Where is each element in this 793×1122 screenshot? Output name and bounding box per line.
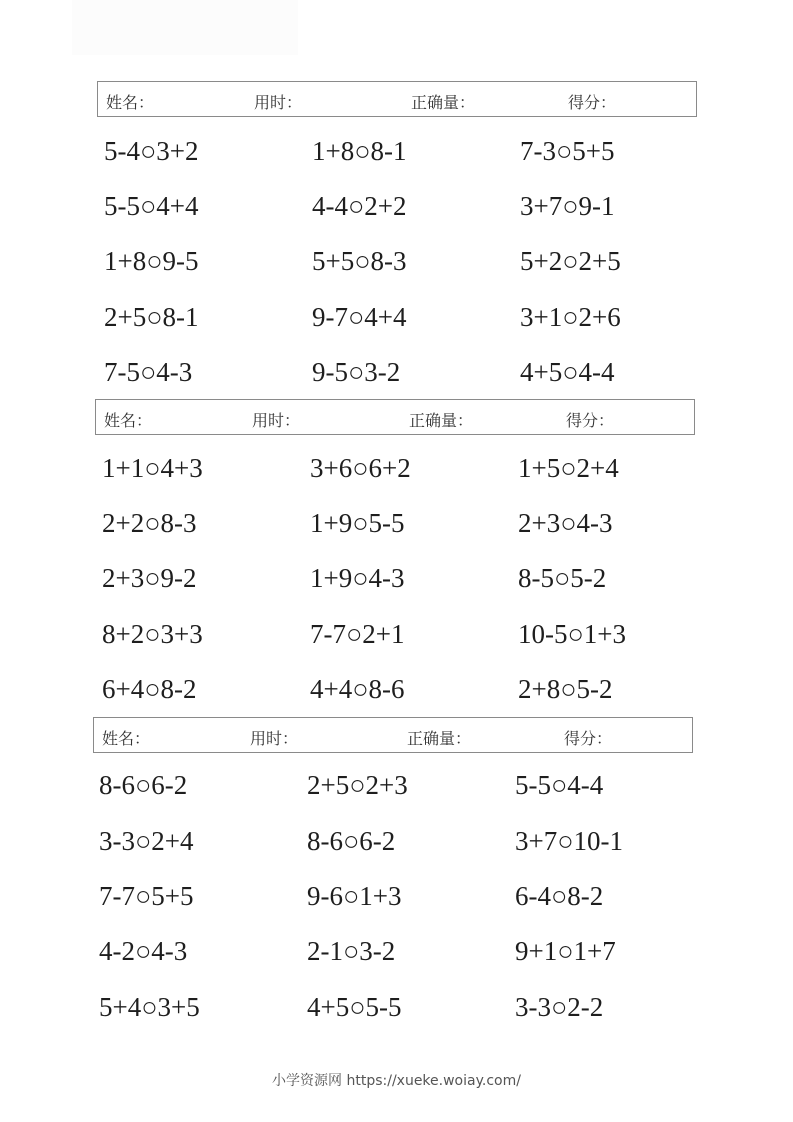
correct-count-label: 正确量： xyxy=(411,93,476,112)
comparison-problem: 1+9○4-3 xyxy=(310,563,405,593)
time-label: 用时： xyxy=(250,729,299,748)
comparison-problem: 1+5○2+4 xyxy=(518,453,619,483)
comparison-problem: 2+3○9-2 xyxy=(102,563,197,593)
comparison-problem: 9-6○1+3 xyxy=(307,881,402,911)
score-label: 得分： xyxy=(568,93,617,112)
comparison-problem: 8+2○3+3 xyxy=(102,619,203,649)
comparison-problem: 3+6○6+2 xyxy=(310,453,411,483)
comparison-problem: 5-4○3+2 xyxy=(104,136,199,166)
comparison-problem: 3+7○9-1 xyxy=(520,191,615,221)
comparison-problem: 9+1○1+7 xyxy=(515,936,616,966)
comparison-problem: 7-7○5+5 xyxy=(99,881,194,911)
comparison-problem: 3-3○2-2 xyxy=(515,992,604,1022)
student-info-header-1 xyxy=(97,81,697,117)
comparison-problem: 1+9○5-5 xyxy=(310,508,405,538)
comparison-problem: 8-6○6-2 xyxy=(307,826,396,856)
comparison-problem: 3+1○2+6 xyxy=(520,302,621,332)
comparison-problem: 1+8○8-1 xyxy=(312,136,407,166)
comparison-problem: 2+8○5-2 xyxy=(518,674,613,704)
comparison-problem: 2+2○8-3 xyxy=(102,508,197,538)
source-watermark: 小学资源网 https://xueke.woiay.com/ xyxy=(272,1073,521,1089)
comparison-problem: 3+7○10-1 xyxy=(515,826,624,856)
comparison-problem: 7-3○5+5 xyxy=(520,136,615,166)
comparison-problem: 5+4○3+5 xyxy=(99,992,200,1022)
comparison-problem: 9-5○3-2 xyxy=(312,357,401,387)
comparison-problem: 8-6○6-2 xyxy=(99,770,188,800)
correct-count-label: 正确量： xyxy=(407,729,472,748)
faint-background-block xyxy=(72,0,298,55)
time-label: 用时： xyxy=(252,411,301,430)
comparison-problem: 4-4○2+2 xyxy=(312,191,407,221)
comparison-problem: 5+5○8-3 xyxy=(312,246,407,276)
score-label: 得分： xyxy=(564,729,613,748)
comparison-problem: 3-3○2+4 xyxy=(99,826,194,856)
comparison-problem: 2+5○8-1 xyxy=(104,302,199,332)
comparison-problem: 7-5○4-3 xyxy=(104,357,193,387)
comparison-problem: 2-1○3-2 xyxy=(307,936,396,966)
comparison-problem: 4+5○5-5 xyxy=(307,992,402,1022)
time-label: 用时： xyxy=(254,93,303,112)
comparison-problem: 9-7○4+4 xyxy=(312,302,407,332)
comparison-problem: 5-5○4+4 xyxy=(104,191,199,221)
score-label: 得分： xyxy=(566,411,615,430)
correct-count-label: 正确量： xyxy=(409,411,474,430)
comparison-problem: 5-5○4-4 xyxy=(515,770,604,800)
comparison-problem: 10-5○1+3 xyxy=(518,619,627,649)
comparison-problem: 8-5○5-2 xyxy=(518,563,607,593)
comparison-problem: 1+1○4+3 xyxy=(102,453,203,483)
comparison-problem: 4+4○8-6 xyxy=(310,674,405,704)
student-info-header-3 xyxy=(93,717,693,753)
name-label: 姓名： xyxy=(106,93,155,112)
comparison-problem: 5+2○2+5 xyxy=(520,246,621,276)
comparison-problem: 2+3○4-3 xyxy=(518,508,613,538)
comparison-problem: 1+8○9-5 xyxy=(104,246,199,276)
comparison-problem: 7-7○2+1 xyxy=(310,619,405,649)
comparison-problem: 4-2○4-3 xyxy=(99,936,188,966)
comparison-problem: 6-4○8-2 xyxy=(515,881,604,911)
name-label: 姓名： xyxy=(104,411,153,430)
name-label: 姓名： xyxy=(102,729,151,748)
student-info-header-2 xyxy=(95,399,695,435)
comparison-problem: 4+5○4-4 xyxy=(520,357,615,387)
comparison-problem: 2+5○2+3 xyxy=(307,770,408,800)
comparison-problem: 6+4○8-2 xyxy=(102,674,197,704)
